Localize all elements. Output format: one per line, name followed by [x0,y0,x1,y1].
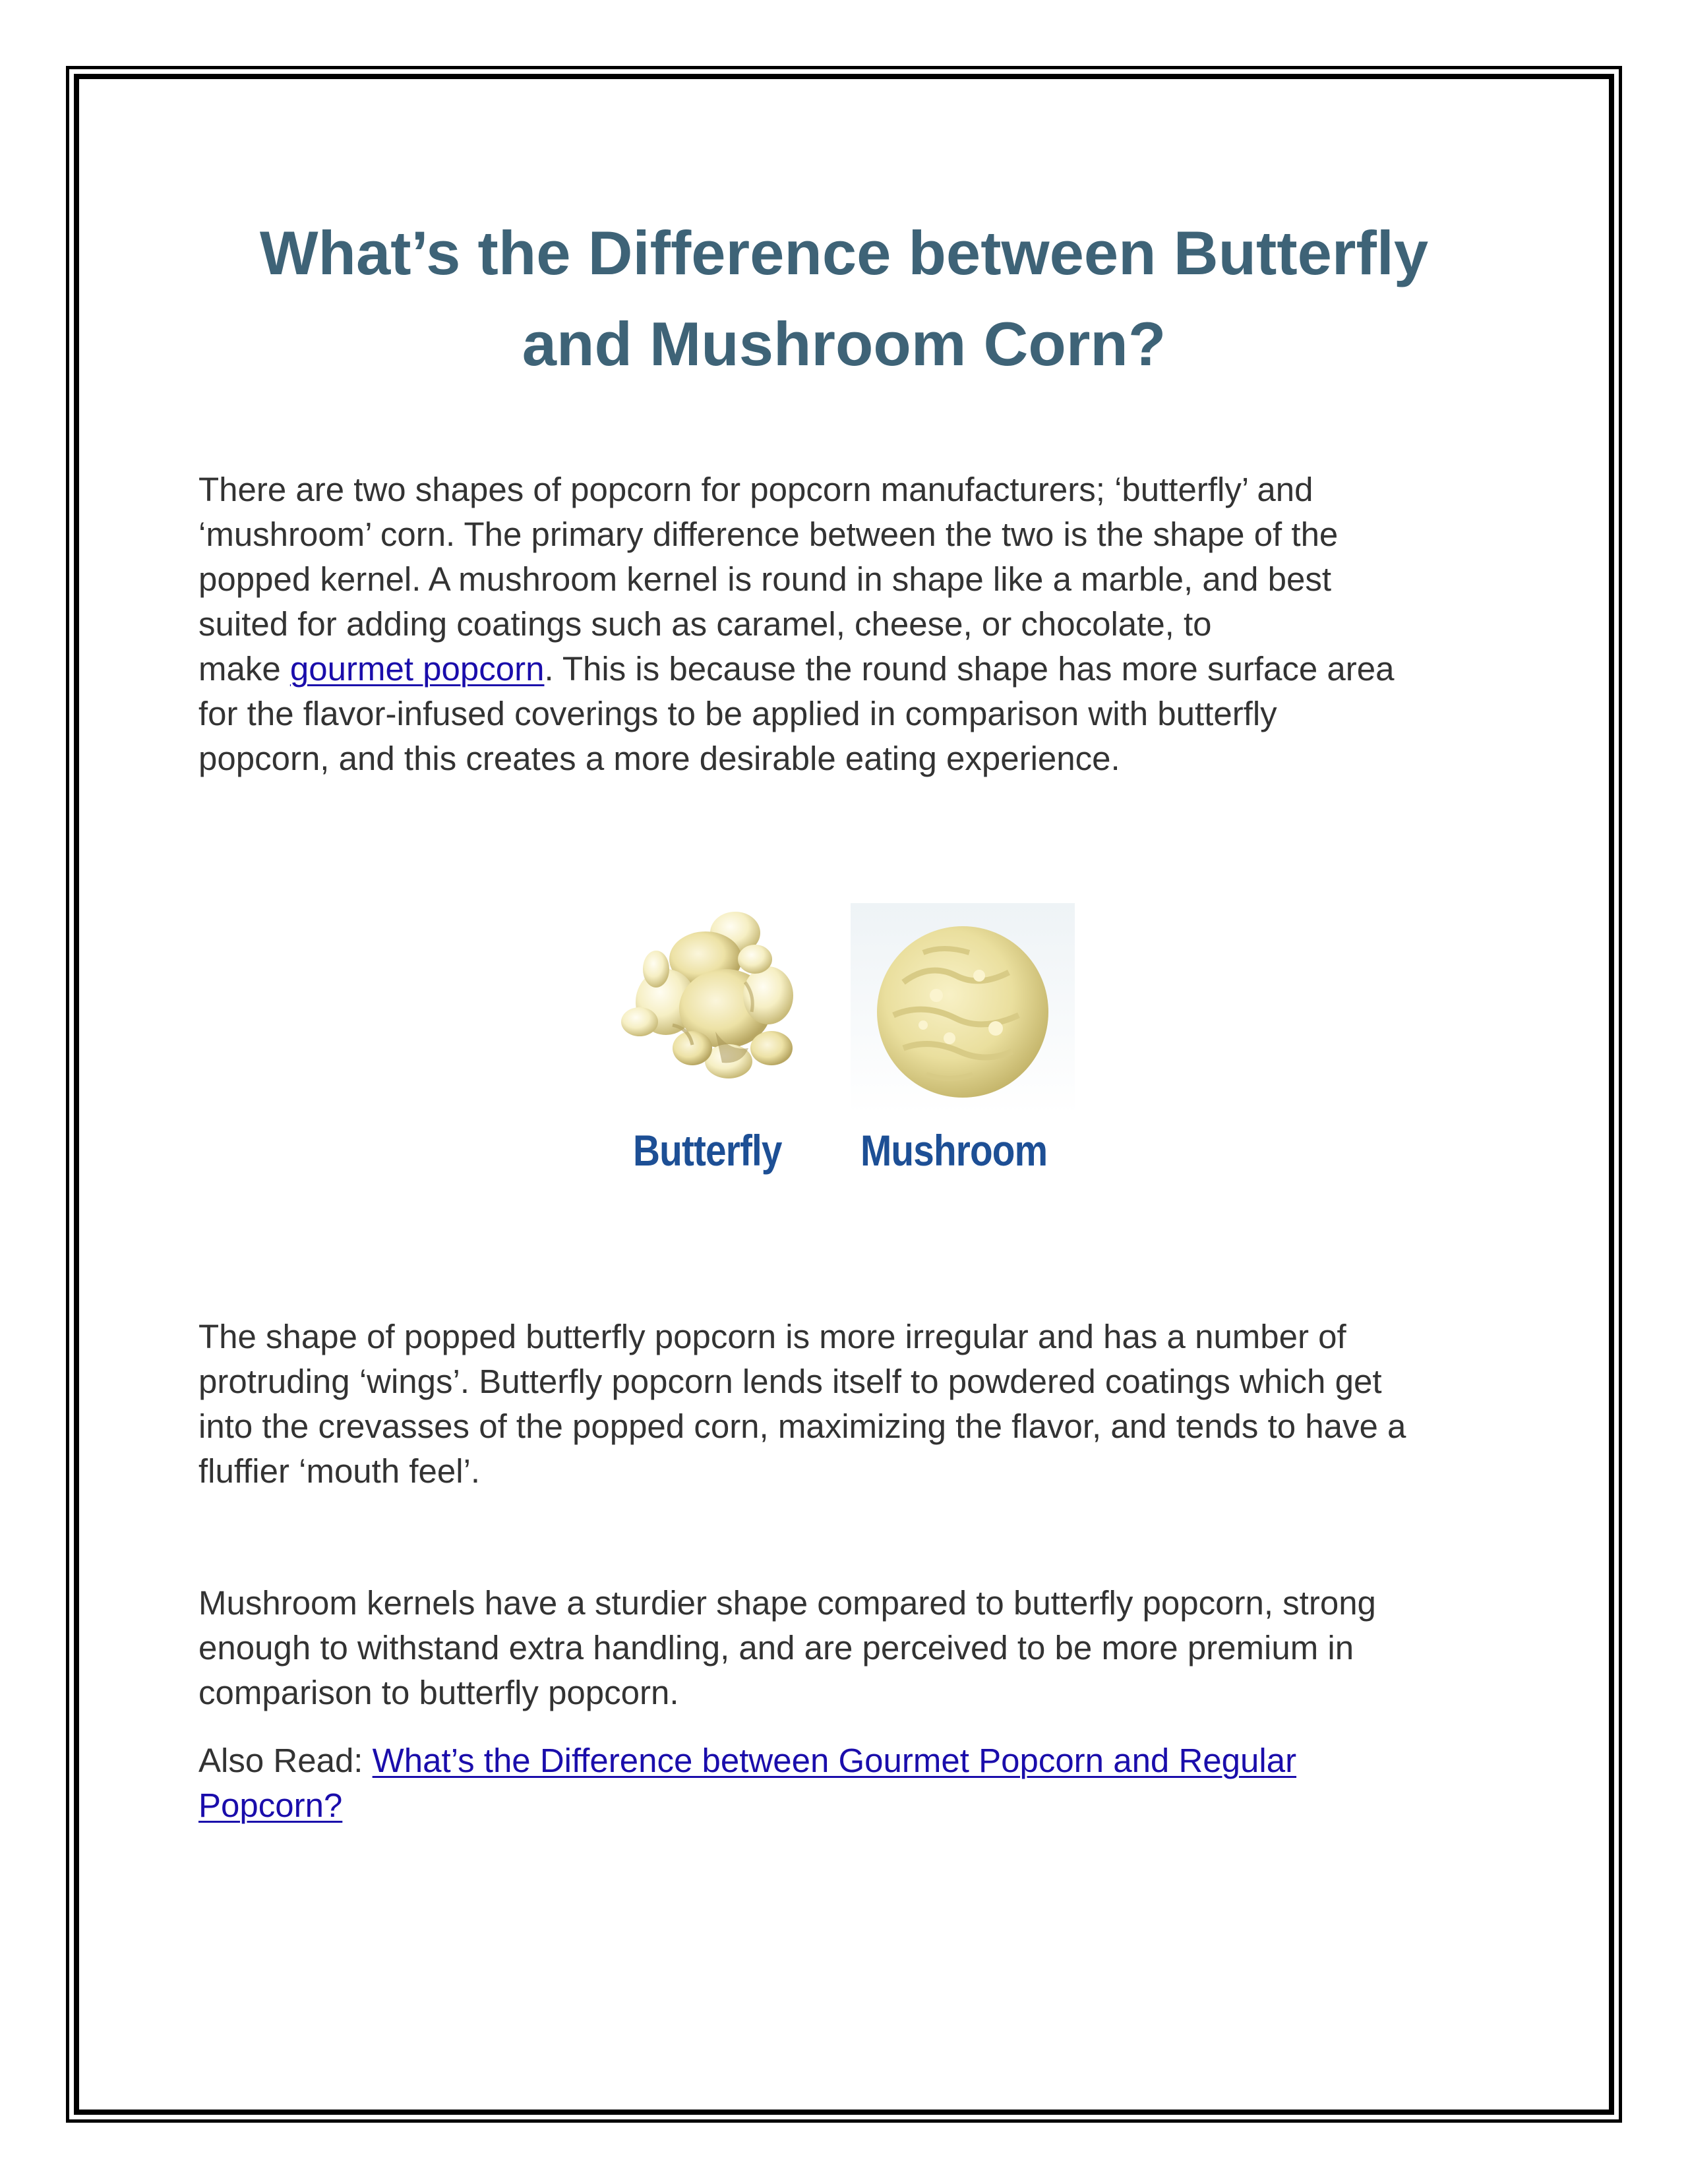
also-read [198,1738,1524,1828]
mushroom-label: Mushroom [860,1126,1048,1175]
related-article-link-continued[interactable]: Popcorn? [198,1786,343,1824]
intro-line-suffix: . This is because the round shape has more surface area [544,650,1395,688]
mushroom-kernel-shape [877,926,1048,1098]
mushroom-paragraph [198,1581,1524,1715]
intro-line-with-link [198,647,1524,692]
intro-line: suited for adding coatings such as caramel, cheese, or chocolate, to [198,605,1212,643]
intro-line: popped kernel. A mushroom kernel is round in shape like a marble, and best [198,560,1332,598]
butterfly-paragraph [198,1314,1524,1494]
title-line-1: What’s the Difference between Butterfly [259,218,1429,287]
intro-line-prefix: make [198,650,290,688]
mushroom-line: comparison to butterfly popcorn. [198,1674,679,1711]
related-article-link[interactable]: What’s the Difference between Gourmet Popcorn and Regular [372,1742,1297,1779]
butterfly-line: protruding ‘wings’. Butterfly popcorn lends itself to powdered coatings which get [198,1363,1382,1400]
gourmet-popcorn-link[interactable]: gourmet popcorn [289,650,545,688]
butterfly-line: The shape of popped butterfly popcorn is more irregular and has a number of [198,1318,1346,1355]
page-title [119,208,1569,390]
also-read-label: Also Read: [198,1742,373,1779]
butterfly-label: Butterfly [633,1126,782,1175]
butterfly-line: into the crevasses of the popped corn, maximizing the flavor, and tends to have a [198,1407,1406,1445]
title-line-2: and Mushroom Corn? [522,309,1166,378]
also-read-line [198,1738,1524,1783]
intro-line: for the flavor-infused coverings to be applied in comparison with butterfly [198,695,1277,732]
intro-line: There are two shapes of popcorn for popcorn manufacturers; ‘butterfly’ and [198,471,1313,508]
mushroom-line: Mushroom kernels have a sturdier shape compared to butterfly popcorn, strong [198,1584,1376,1622]
butterfly-kernel-shape [621,912,793,1078]
intro-line: ‘mushroom’ corn. The primary difference between the two is the shape of the [198,516,1339,553]
intro-line: popcorn, and this creates a more desirable eating experience. [198,740,1120,777]
butterfly-line: fluffier ‘mouth feel’. [198,1452,481,1490]
popcorn-shapes-figure [593,897,1095,1187]
also-read-line [198,1783,1524,1828]
mushroom-line: enough to withstand extra handling, and are perceived to be more premium in [198,1629,1354,1667]
intro-paragraph [198,467,1524,781]
